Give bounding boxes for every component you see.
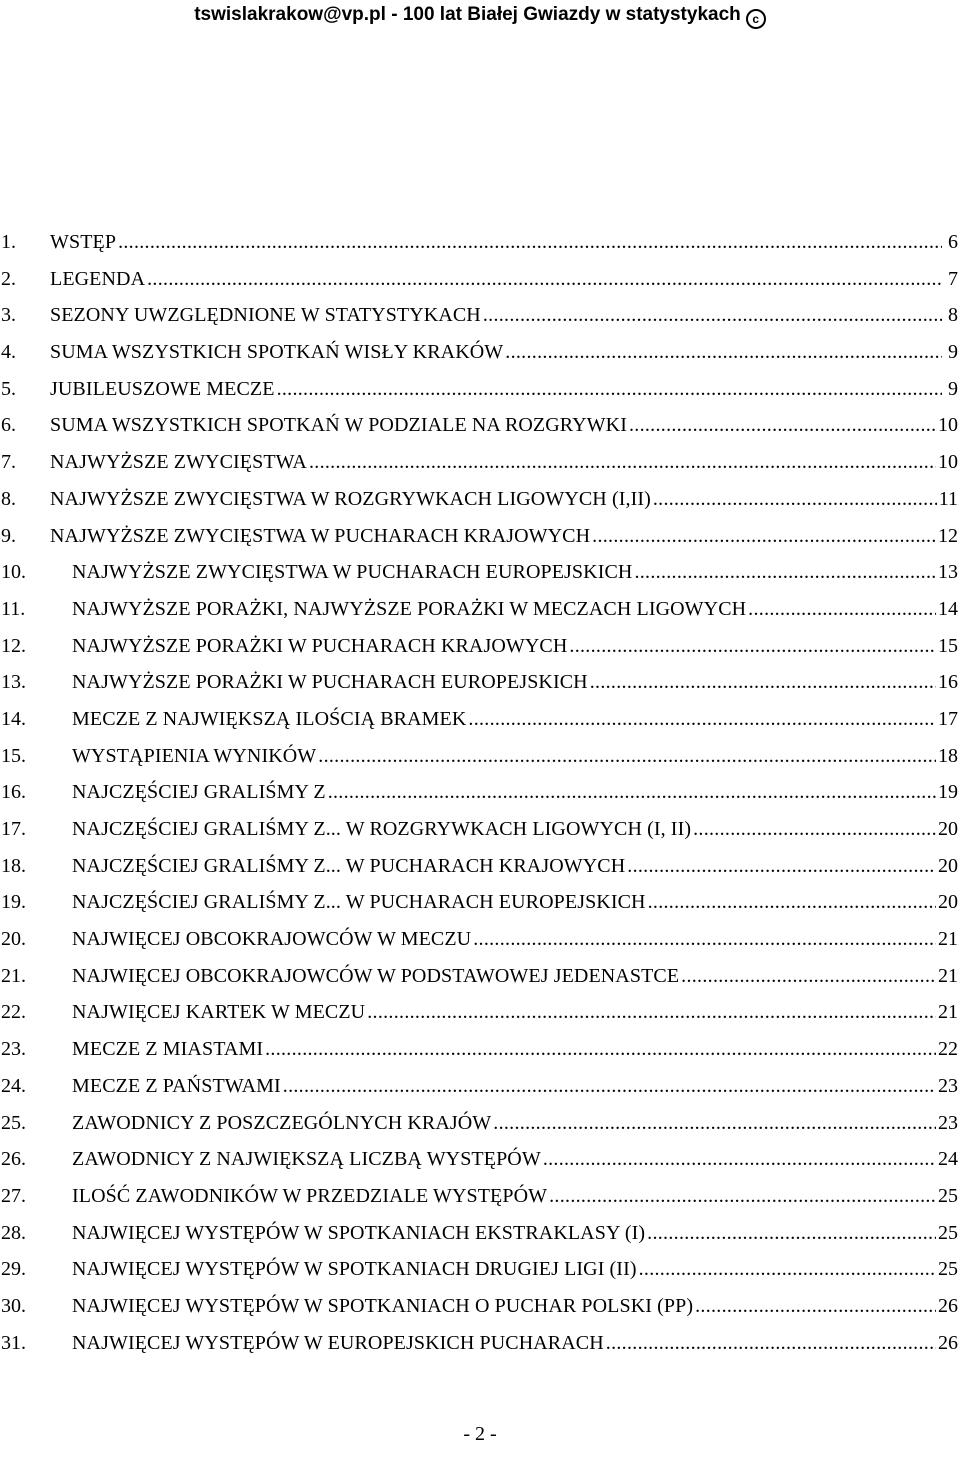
toc-entry-number: 13.	[1, 671, 26, 694]
toc-entry-number: 21.	[1, 964, 26, 987]
toc-entry-number: 9.	[1, 524, 16, 547]
toc-entry[interactable]	[0, 701, 960, 738]
page-number: - 2 -	[463, 1423, 497, 1445]
toc-entry[interactable]	[0, 481, 960, 518]
toc-entry-title[interactable]: NAJWYŻSZE ZWYCIĘSTWA	[50, 451, 307, 474]
toc-entry-title[interactable]: NAJWYŻSZE ZWYCIĘSTWA W PUCHARACH EUROPEJSKICH	[72, 561, 633, 584]
toc-entry-page[interactable]: 9	[948, 377, 958, 400]
toc-dot-leader	[309, 444, 936, 481]
toc-entry[interactable]	[0, 518, 960, 555]
toc-entry-number: 29.	[1, 1258, 26, 1281]
toc-entry-page[interactable]: 21	[938, 928, 958, 951]
toc-entry[interactable]	[0, 884, 960, 921]
toc-entry[interactable]	[0, 1288, 960, 1325]
toc-entry-title[interactable]: NAJWYŻSZE PORAŻKI W PUCHARACH EUROPEJSKICH	[72, 671, 588, 694]
toc-entry-page[interactable]: 26	[938, 1294, 958, 1317]
toc-entry-number: 28.	[1, 1221, 26, 1244]
toc-dot-leader	[693, 811, 936, 848]
header-text: tswislakrakow@vp.pl - 100 lat Białej Gwiazdy w statystykach	[194, 4, 741, 25]
toc-dot-leader	[606, 1325, 936, 1362]
toc-entry-title[interactable]: NAJWIĘCEJ OBCOKRAJOWCÓW W MECZU	[72, 928, 472, 951]
toc-entry-page[interactable]: 26	[938, 1331, 958, 1354]
toc-entry-title[interactable]: JUBILEUSZOWE MECZE	[50, 377, 275, 400]
toc-dot-leader	[648, 884, 936, 921]
toc-entry-number: 26.	[1, 1148, 26, 1171]
toc-entry[interactable]	[0, 738, 960, 775]
toc-entry-title[interactable]: NAJCZĘŚCIEJ GRALIŚMY Z... W PUCHARACH KRAJOWYCH	[72, 854, 626, 877]
toc-entry-page[interactable]: 16	[938, 671, 958, 694]
page-header	[0, 2, 960, 29]
toc-entry[interactable]	[0, 554, 960, 591]
toc-entry-title[interactable]: NAJWYŻSZE PORAŻKI W PUCHARACH KRAJOWYCH	[72, 634, 568, 657]
toc-entry-page[interactable]: 9	[948, 341, 958, 364]
toc-entry-number: 7.	[1, 451, 16, 474]
toc-entry[interactable]	[0, 1031, 960, 1068]
toc-entry-page[interactable]: 8	[948, 304, 958, 327]
toc-entry-number: 15.	[1, 744, 26, 767]
toc-entry-page[interactable]: 7	[948, 267, 958, 290]
toc-entry-number: 12.	[1, 634, 26, 657]
toc-dot-leader	[653, 481, 937, 518]
toc-dot-leader	[483, 297, 942, 334]
toc-entry-title[interactable]: WYSTĄPIENIA WYNIKÓW	[72, 744, 317, 767]
toc-entry[interactable]	[0, 1251, 960, 1288]
toc-entry[interactable]	[0, 664, 960, 701]
toc-entry-number: 24.	[1, 1074, 26, 1097]
toc-dot-leader	[505, 334, 942, 371]
toc-entry[interactable]	[0, 848, 960, 885]
toc-entry-title[interactable]: ZAWODNICY Z NAJWIĘKSZĄ LICZBĄ WYSTĘPÓW	[72, 1148, 541, 1171]
toc-dot-leader	[592, 518, 936, 555]
toc-entry-number: 14.	[1, 707, 26, 730]
toc-entry-page[interactable]: 11	[938, 487, 958, 510]
toc-entry-page[interactable]: 21	[938, 964, 958, 987]
toc-dot-leader	[147, 261, 942, 298]
toc-dot-leader	[318, 738, 936, 775]
toc-dot-leader	[639, 1251, 936, 1288]
toc-entry-title[interactable]: ZAWODNICY Z POSZCZEGÓLNYCH KRAJÓW	[72, 1111, 492, 1134]
toc-entry-page[interactable]: 14	[938, 597, 958, 620]
toc-entry-title[interactable]: NAJWIĘCEJ WYSTĘPÓW W SPOTKANIACH DRUGIEJ LIGI (II)	[72, 1258, 637, 1281]
toc-entry-title[interactable]: NAJWYŻSZE ZWYCIĘSTWA W PUCHARACH KRAJOWYCH	[50, 524, 591, 547]
toc-dot-leader	[634, 554, 936, 591]
toc-dot-leader	[590, 664, 936, 701]
toc-entry-page[interactable]: 23	[938, 1074, 958, 1097]
toc-dot-leader	[543, 1141, 936, 1178]
toc-entry-page[interactable]: 20	[938, 891, 958, 914]
toc-entry-title[interactable]: NAJCZĘŚCIEJ GRALIŚMY Z	[72, 781, 326, 804]
toc-entry-page[interactable]: 25	[938, 1184, 958, 1207]
toc-entry[interactable]	[0, 224, 960, 261]
toc-dot-leader	[493, 1105, 936, 1142]
toc-entry[interactable]	[0, 261, 960, 298]
toc-entry-number: 4.	[1, 341, 16, 364]
toc-entry-page[interactable]: 23	[938, 1111, 958, 1134]
toc-entry[interactable]	[0, 444, 960, 481]
toc-entry-number: 19.	[1, 891, 26, 914]
toc-entry[interactable]	[0, 628, 960, 665]
toc-entry-number: 8.	[1, 487, 16, 510]
toc-dot-leader	[265, 1031, 936, 1068]
toc-entry-number: 31.	[1, 1331, 26, 1354]
table-of-contents	[0, 224, 960, 1361]
toc-entry-number: 30.	[1, 1294, 26, 1317]
toc-dot-leader	[681, 958, 936, 995]
toc-entry-number: 10.	[1, 561, 26, 584]
toc-entry-title[interactable]: MECZE Z PAŃSTWAMI	[72, 1074, 281, 1097]
toc-entry-number: 1.	[1, 231, 16, 253]
toc-dot-leader	[468, 701, 936, 738]
toc-dot-leader	[367, 994, 936, 1031]
toc-entry[interactable]	[0, 1178, 960, 1215]
toc-entry-page[interactable]: 18	[938, 744, 958, 767]
toc-entry[interactable]	[0, 994, 960, 1031]
toc-entry[interactable]	[0, 371, 960, 408]
toc-entry-title[interactable]: NAJCZĘŚCIEJ GRALIŚMY Z... W PUCHARACH EUROPEJSKICH	[72, 891, 646, 914]
toc-entry-number: 25.	[1, 1111, 26, 1134]
toc-entry-title[interactable]: SEZONY UWZGLĘDNIONE W STATYSTYKACH	[50, 304, 481, 327]
toc-entry-title[interactable]: NAJWYŻSZE ZWYCIĘSTWA W ROZGRYWKACH LIGOWYCH (I,II)	[50, 487, 651, 510]
toc-entry-page[interactable]: 25	[938, 1221, 958, 1244]
toc-entry[interactable]	[0, 921, 960, 958]
toc-entry[interactable]	[0, 1068, 960, 1105]
toc-dot-leader	[627, 848, 936, 885]
toc-dot-leader	[473, 921, 936, 958]
toc-entry-title[interactable]: WSTĘP	[50, 231, 117, 253]
toc-entry[interactable]	[0, 591, 960, 628]
toc-entry-page[interactable]: 20	[938, 854, 958, 877]
toc-dot-leader	[647, 1215, 936, 1252]
toc-dot-leader	[569, 628, 936, 665]
toc-dot-leader	[328, 774, 936, 811]
toc-entry-page[interactable]: 17	[938, 707, 958, 730]
toc-entry-number: 16.	[1, 781, 26, 804]
toc-entry-title[interactable]: NAJWIĘCEJ OBCOKRAJOWCÓW W PODSTAWOWEJ JEDENASTCE	[72, 964, 680, 987]
toc-entry[interactable]	[0, 958, 960, 995]
toc-entry-title[interactable]: NAJWIĘCEJ WYSTĘPÓW W SPOTKANIACH EKSTRAKLASY (I)	[72, 1221, 646, 1244]
toc-entry[interactable]	[0, 334, 960, 371]
toc-entry-number: 18.	[1, 854, 26, 877]
toc-entry-number: 27.	[1, 1184, 26, 1207]
toc-entry[interactable]	[0, 1215, 960, 1252]
toc-entry-title[interactable]: LEGENDA	[50, 267, 146, 290]
toc-dot-leader	[283, 1068, 936, 1105]
toc-entry-number: 5.	[1, 377, 16, 400]
toc-entry-title[interactable]: NAJWIĘCEJ KARTEK W MECZU	[72, 1001, 366, 1024]
toc-entry-page[interactable]: 22	[938, 1038, 958, 1061]
toc-entry[interactable]	[0, 774, 960, 811]
toc-dot-leader	[695, 1288, 936, 1325]
toc-entry[interactable]	[0, 1325, 960, 1362]
toc-entry-page[interactable]: 20	[938, 818, 958, 840]
toc-entry-title[interactable]: NAJWIĘCEJ WYSTĘPÓW W EUROPEJSKICH PUCHARACH	[72, 1331, 604, 1354]
toc-entry-page[interactable]: 13	[938, 561, 958, 584]
toc-entry-number: 11.	[1, 597, 26, 620]
toc-entry-title[interactable]: NAJWIĘCEJ WYSTĘPÓW W SPOTKANIACH O PUCHAR POLSKI (PP)	[72, 1294, 694, 1317]
toc-entry-number: 23.	[1, 1038, 26, 1061]
toc-entry-number: 2.	[1, 267, 16, 290]
toc-entry-page[interactable]: 25	[938, 1258, 958, 1281]
toc-entry-title[interactable]: ILOŚĆ ZAWODNIKÓW W PRZEDZIALE WYSTĘPÓW	[72, 1184, 548, 1207]
toc-entry-number: 20.	[1, 928, 26, 951]
toc-entry[interactable]	[0, 297, 960, 334]
toc-entry-page[interactable]: 6	[948, 231, 958, 253]
toc-entry[interactable]	[0, 407, 960, 444]
toc-entry-page[interactable]: 19	[938, 781, 958, 804]
toc-entry-page[interactable]: 10	[938, 451, 958, 474]
toc-entry-page[interactable]: 24	[938, 1148, 958, 1171]
toc-dot-leader	[549, 1178, 936, 1215]
toc-entry-page[interactable]: 12	[938, 524, 958, 547]
toc-entry-title[interactable]: SUMA WSZYSTKICH SPOTKAŃ WISŁY KRAKÓW	[50, 341, 504, 364]
toc-dot-leader	[277, 371, 942, 408]
toc-entry-title[interactable]: MECZE Z NAJWIĘKSZĄ ILOŚCIĄ BRAMEK	[72, 707, 467, 730]
toc-dot-leader	[118, 224, 942, 261]
toc-entry-number: 6.	[1, 414, 16, 437]
toc-entry-page[interactable]: 15	[938, 634, 958, 657]
toc-entry-title[interactable]: NAJWYŻSZE PORAŻKI, NAJWYŻSZE PORAŻKI W MECZACH LIGOWYCH	[72, 597, 747, 620]
copyright-icon: c	[746, 9, 766, 29]
toc-entry-number: 17.	[1, 818, 26, 840]
toc-dot-leader	[748, 591, 936, 628]
toc-entry-title[interactable]: MECZE Z MIASTAMI	[72, 1038, 264, 1061]
toc-entry-title[interactable]: NAJCZĘŚCIEJ GRALIŚMY Z... W ROZGRYWKACH LIGOWYCH (I, II)	[72, 818, 692, 840]
toc-entry-page[interactable]: 21	[938, 1001, 958, 1024]
toc-dot-leader	[629, 407, 936, 444]
toc-entry-title[interactable]: SUMA WSZYSTKICH SPOTKAŃ W PODZIALE NA ROZGRYWKI	[50, 414, 627, 437]
toc-entry-number: 3.	[1, 304, 16, 327]
toc-entry-page[interactable]: 10	[938, 414, 958, 437]
toc-entry[interactable]	[0, 1105, 960, 1142]
toc-entry-number: 22.	[1, 1001, 26, 1024]
toc-entry[interactable]	[0, 811, 960, 848]
toc-entry[interactable]	[0, 1141, 960, 1178]
